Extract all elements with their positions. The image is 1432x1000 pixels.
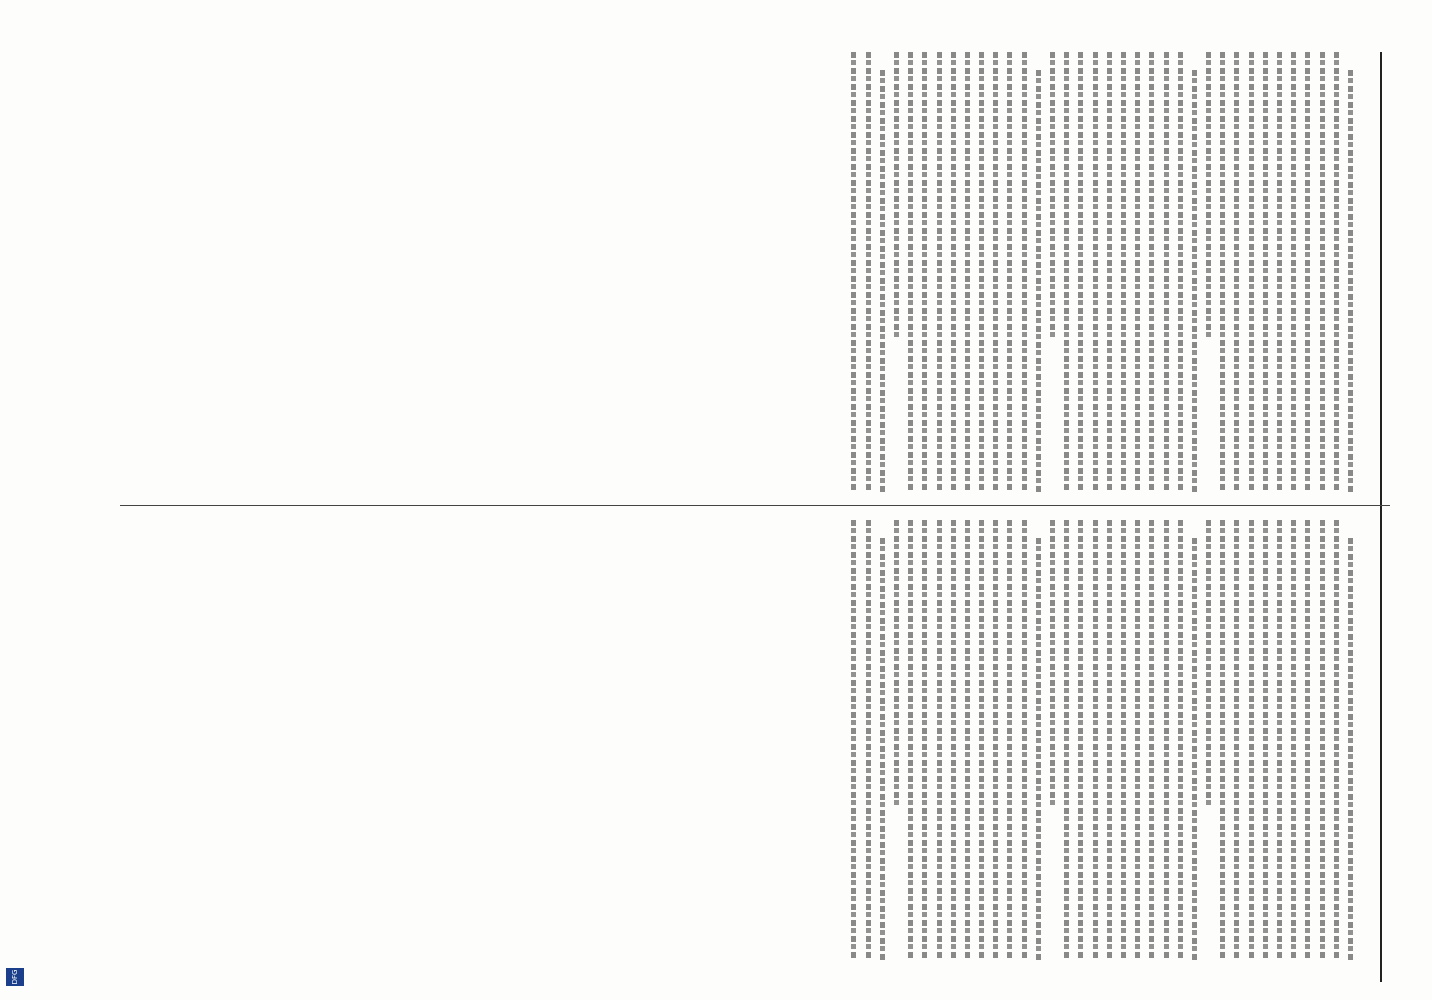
text-line: [989, 52, 1003, 492]
text-line: [989, 520, 1003, 960]
text-line: [1145, 520, 1159, 960]
text-line: [961, 520, 975, 960]
text-line: [1117, 520, 1131, 960]
text-line: [1202, 52, 1216, 492]
page-header: [1380, 52, 1412, 982]
text-line: [1046, 52, 1060, 492]
text-line: [961, 52, 975, 492]
text-line: [1003, 520, 1017, 960]
text-line: [861, 520, 875, 960]
dfg-logo-icon: DFG: [6, 968, 24, 986]
text-line: [947, 52, 961, 492]
text-line: [1088, 520, 1102, 960]
text-line: [975, 52, 989, 492]
text-line: [1188, 52, 1202, 492]
text-line: [1074, 520, 1088, 960]
text-line: [1287, 52, 1301, 492]
text-line: [1188, 520, 1202, 960]
text-line: [1088, 52, 1102, 492]
text-line: [890, 52, 904, 492]
text-line: [1159, 520, 1173, 960]
text-line: [1131, 52, 1145, 492]
text-line: [847, 52, 861, 492]
text-line: [1074, 52, 1088, 492]
text-line: [1018, 520, 1032, 960]
text-line: [1315, 520, 1329, 960]
text-line: [1273, 520, 1287, 960]
text-line: [904, 52, 918, 492]
text-line: [1174, 52, 1188, 492]
text-line: [1287, 520, 1301, 960]
text-line: [1117, 52, 1131, 492]
text-line: [890, 520, 904, 960]
text-line: [1103, 520, 1117, 960]
text-line: [847, 520, 861, 960]
text-line: [1273, 52, 1287, 492]
text-line: [1216, 520, 1230, 960]
text-line: [1245, 520, 1259, 960]
text-line: [932, 52, 946, 492]
text-line: [1259, 520, 1273, 960]
text-line: [904, 520, 918, 960]
text-line: [1344, 52, 1358, 492]
text-column-left: [838, 520, 1358, 960]
text-line: [1159, 52, 1173, 492]
text-line: [1230, 520, 1244, 960]
text-line: [1315, 52, 1329, 492]
text-line: [1131, 520, 1145, 960]
text-line: [1103, 52, 1117, 492]
text-line: [1018, 52, 1032, 492]
text-line: [1046, 520, 1060, 960]
text-line: [1060, 520, 1074, 960]
text-line: [1145, 52, 1159, 492]
text-line: [1174, 520, 1188, 960]
text-line: [918, 52, 932, 492]
text-line: [1330, 520, 1344, 960]
text-line: [918, 520, 932, 960]
text-line: [1259, 52, 1273, 492]
text-line: [876, 520, 890, 960]
text-line: [1032, 520, 1046, 960]
text-column-right: [838, 52, 1358, 492]
text-line: [1216, 52, 1230, 492]
text-line: [947, 520, 961, 960]
text-line: [861, 52, 875, 492]
text-line: [1032, 52, 1046, 492]
text-line: [1301, 52, 1315, 492]
text-line: [1330, 52, 1344, 492]
text-line: [1003, 52, 1017, 492]
text-line: [975, 520, 989, 960]
text-line: [1060, 52, 1074, 492]
text-line: [876, 52, 890, 492]
text-line: [1230, 52, 1244, 492]
column-divider: [120, 505, 1390, 506]
text-line: [1245, 52, 1259, 492]
text-line: [1301, 520, 1315, 960]
text-line: [1344, 520, 1358, 960]
text-line: [1202, 520, 1216, 960]
text-line: [932, 520, 946, 960]
